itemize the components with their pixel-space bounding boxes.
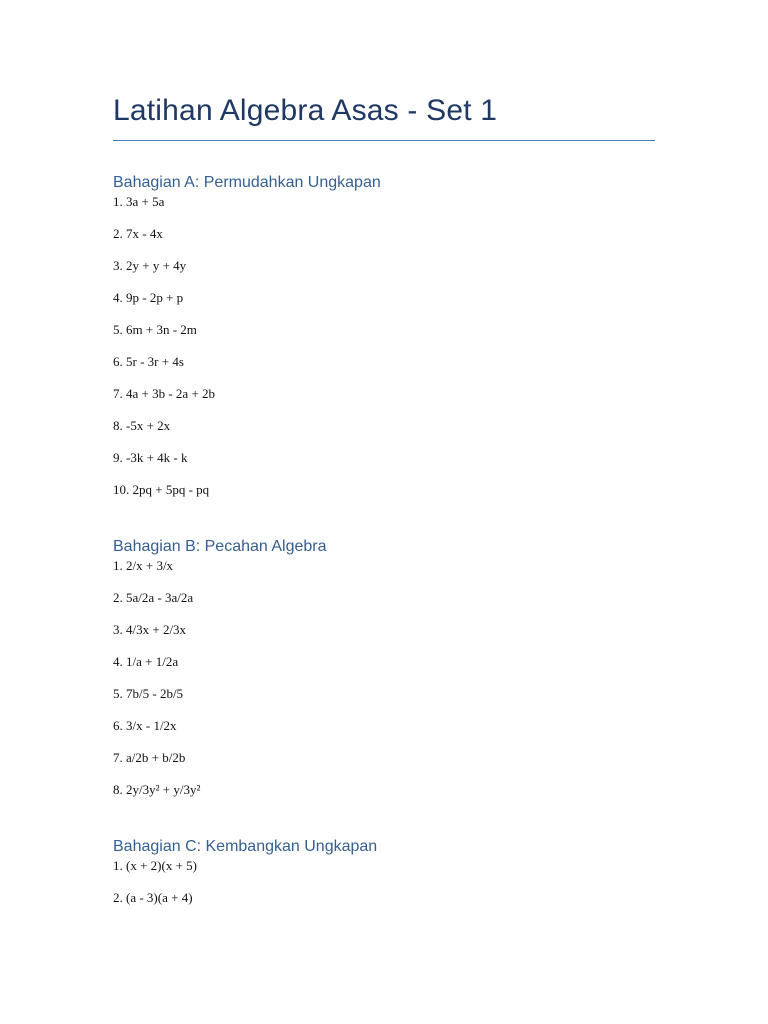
question-item: 3. 4/3x + 2/3x bbox=[113, 622, 187, 637]
question-item: 6. 3/x - 1/2x bbox=[113, 718, 177, 733]
question-item: 10. 2pq + 5pq - pq bbox=[113, 482, 210, 497]
question-item: 2. (a - 3)(a + 4) bbox=[113, 890, 193, 905]
section-heading: Bahagian A: Permudahkan Ungkapan bbox=[113, 174, 381, 191]
section-heading: Bahagian B: Pecahan Algebra bbox=[113, 538, 327, 555]
section-b bbox=[113, 536, 673, 814]
question-item: 4. 1/a + 1/2a bbox=[113, 654, 179, 669]
question-item: 7. a/2b + b/2b bbox=[113, 750, 186, 765]
title-underline bbox=[113, 140, 655, 141]
question-item: 8. 2y/3y² + y/3y² bbox=[113, 782, 201, 797]
document-title: Latihan Algebra Asas - Set 1 bbox=[113, 94, 498, 127]
question-item: 1. 2/x + 3/x bbox=[113, 558, 174, 573]
question-item: 2. 5a/2a - 3a/2a bbox=[113, 590, 194, 605]
question-item: 3. 2y + y + 4y bbox=[113, 258, 187, 273]
section-a bbox=[113, 172, 673, 514]
question-item: 7. 4a + 3b - 2a + 2b bbox=[113, 386, 216, 401]
question-item: 5. 7b/5 - 2b/5 bbox=[113, 686, 184, 701]
question-item: 1. 3a + 5a bbox=[113, 194, 165, 209]
question-item: 2. 7x - 4x bbox=[113, 226, 163, 241]
section-c bbox=[113, 836, 673, 922]
question-item: 8. -5x + 2x bbox=[113, 418, 171, 433]
question-item: 1. (x + 2)(x + 5) bbox=[113, 858, 197, 873]
question-item: 6. 5r - 3r + 4s bbox=[113, 354, 184, 369]
question-item: 4. 9p - 2p + p bbox=[113, 290, 184, 305]
question-item: 5. 6m + 3n - 2m bbox=[113, 322, 197, 337]
section-heading: Bahagian C: Kembangkan Ungkapan bbox=[113, 838, 378, 855]
question-item: 9. -3k + 4k - k bbox=[113, 450, 188, 465]
